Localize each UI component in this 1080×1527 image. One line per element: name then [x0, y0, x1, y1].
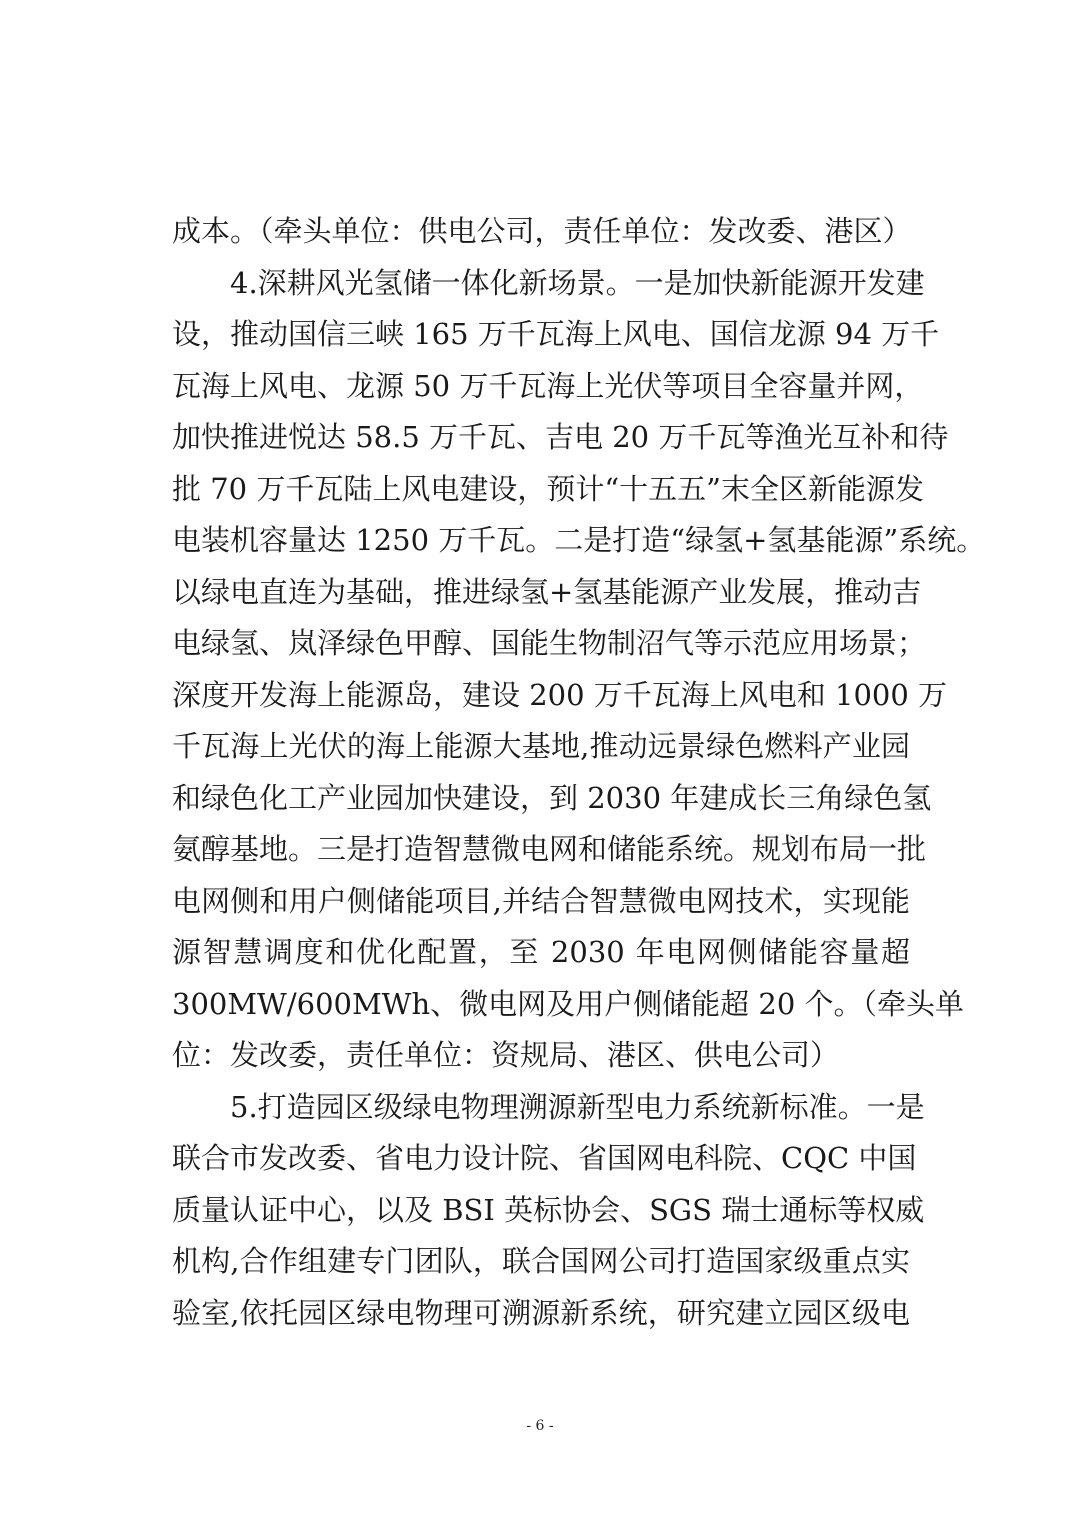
- text-line: 电装机容量达 1250 万千瓦。二是打造“绿氢+氢基能源”系统。: [172, 523, 986, 557]
- text-line: 和绿色化工产业园加快建设，到 2030 年建成长三角绿色氢: [172, 780, 932, 815]
- section-heading-line: 5.打造园区级绿电物理溯源新型电力系统新标准。一是: [230, 1089, 925, 1124]
- text-line: 质量认证中心，以及 BSI 英标协会、SGS 瑞士通标等权威: [172, 1192, 925, 1227]
- text-line: 验室,依托园区绿电物理可溯源新系统，研究建立园区级电: [172, 1295, 910, 1330]
- text-line: 氨醇基地。三是打造智慧微电网和储能系统。规划布局一批: [172, 832, 927, 866]
- text-line: 联合市发改委、省电力设计院、省国网电科院、CQC 中国: [172, 1141, 917, 1175]
- text-line: 电绿氢、岚泽绿色甲醇、国能生物制沼气等示范应用场景；: [172, 626, 927, 660]
- section-heading-line: 4.深耕风光氢储一体化新场景。一是加快新能源开发建: [230, 265, 925, 300]
- text-line: 批 70 万千瓦陆上风电建设，预计“十五五”末全区新能源发: [172, 471, 924, 506]
- page-number: - 6 -: [526, 1418, 554, 1434]
- text-line: 深度开发海上能源岛，建设 200 万千瓦海上风电和 1000 万: [172, 677, 948, 712]
- text-line: 位：发改委，责任单位：资规局、港区、供电公司）: [172, 1038, 840, 1072]
- text-line: 千瓦海上光伏的海上能源大基地,推动远景绿色燃料产业园: [172, 729, 910, 763]
- text-line: 设，推动国信三峡 165 万千瓦海上风电、国信龙源 94 万千: [172, 317, 940, 351]
- text-line: 瓦海上风电、龙源 50 万千瓦海上光伏等项目全容量并网，: [172, 368, 924, 403]
- text-line: 以绿电直连为基础，推进绿氢+氢基能源产业发展，推动吉: [172, 574, 922, 609]
- body-text: [172, 206, 986, 1339]
- text-line: 300MW/600MWh、微电网及用户侧储能超 20 个。（牵头单: [172, 986, 964, 1021]
- text-line: 成本。（牵头单位：供电公司，责任单位：发改委、港区）: [172, 214, 912, 248]
- text-line: 源智慧调度和优化配置，至 2030 年电网侧储能容量超: [172, 935, 910, 969]
- text-line: 机构,合作组建专门团队，联合国网公司打造国家级重点实: [172, 1244, 910, 1278]
- text-line: 电网侧和用户侧储能项目,并结合智慧微电网技术，实现能: [172, 883, 910, 918]
- text-line: 加快推进悦达 58.5 万千瓦、吉电 20 万千瓦等渔光互补和待: [172, 420, 949, 454]
